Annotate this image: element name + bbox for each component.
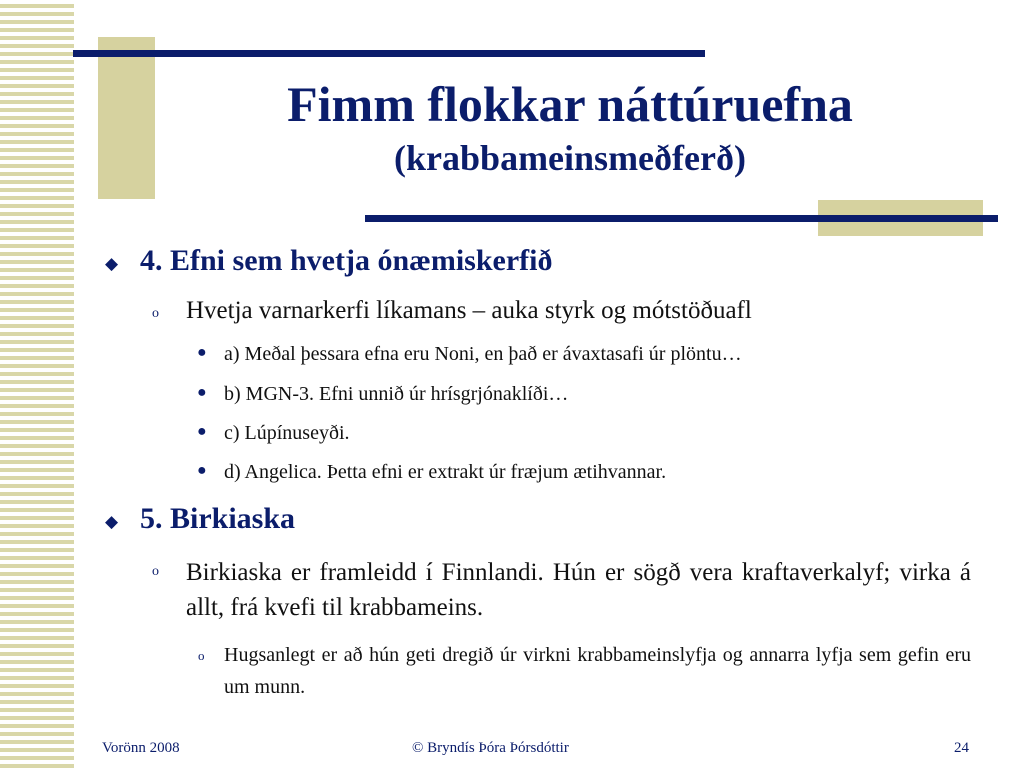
slide-title: Fimm flokkar náttúruefna [287, 76, 853, 132]
diamond-bullet-icon: ◆ [105, 254, 119, 273]
striped-sidebar [0, 0, 74, 768]
bullet-birch-ash-sub: Birkiaska er framleidd í Finnlandi. Hún er sögð vera kraftaverkalyf; virka á allt, frá kvefi til krabbameins. [186, 559, 971, 621]
circle-bullet-icon: o [152, 564, 159, 579]
list-item: c) Lúpínuseyði. [224, 422, 350, 444]
list-item: b) MGN-3. Efni unnið úr hrísgrjónaklíði… [224, 383, 569, 405]
bullet-immune-sub: Hvetja varnarkerfi líkamans – auka styrk og mótstöðuafl [186, 297, 752, 324]
circle-bullet-icon: o [152, 306, 159, 321]
dot-bullet-icon: ● [197, 344, 207, 361]
dot-bullet-icon: ● [197, 384, 207, 401]
bullet-immune: 4. Efni sem hvetja ónæmiskerfið [140, 244, 553, 277]
list-item: a) Meðal þessara efna eru Noni, en það er ávaxtasafi úr plöntu… [224, 343, 742, 365]
title-rule-bottom [365, 215, 998, 222]
title-rule-top [73, 50, 705, 57]
footer-author: © Bryndís Þóra Þórsdóttir [412, 740, 569, 756]
bullet-birch-ash: 5. Birkiaska [140, 502, 296, 535]
dot-bullet-icon: ● [197, 462, 207, 479]
dot-bullet-icon: ● [197, 423, 207, 440]
circle-bullet-icon: o [198, 648, 205, 663]
footer-term: Vorönn 2008 [102, 740, 180, 756]
slide-subtitle: (krabbameinsmeðferð) [394, 138, 746, 178]
bullet-birch-ash-subsub: Hugsanlegt er að hún geti dregið úr virkni krabbameinslyfja og annarra lyfja sem gefin eru um munn. [224, 644, 971, 698]
page-number: 24 [954, 740, 969, 756]
list-item: d) Angelica. Þetta efni er extrakt úr fræjum ætihvannar. [224, 461, 667, 483]
diamond-bullet-icon: ◆ [105, 512, 119, 531]
